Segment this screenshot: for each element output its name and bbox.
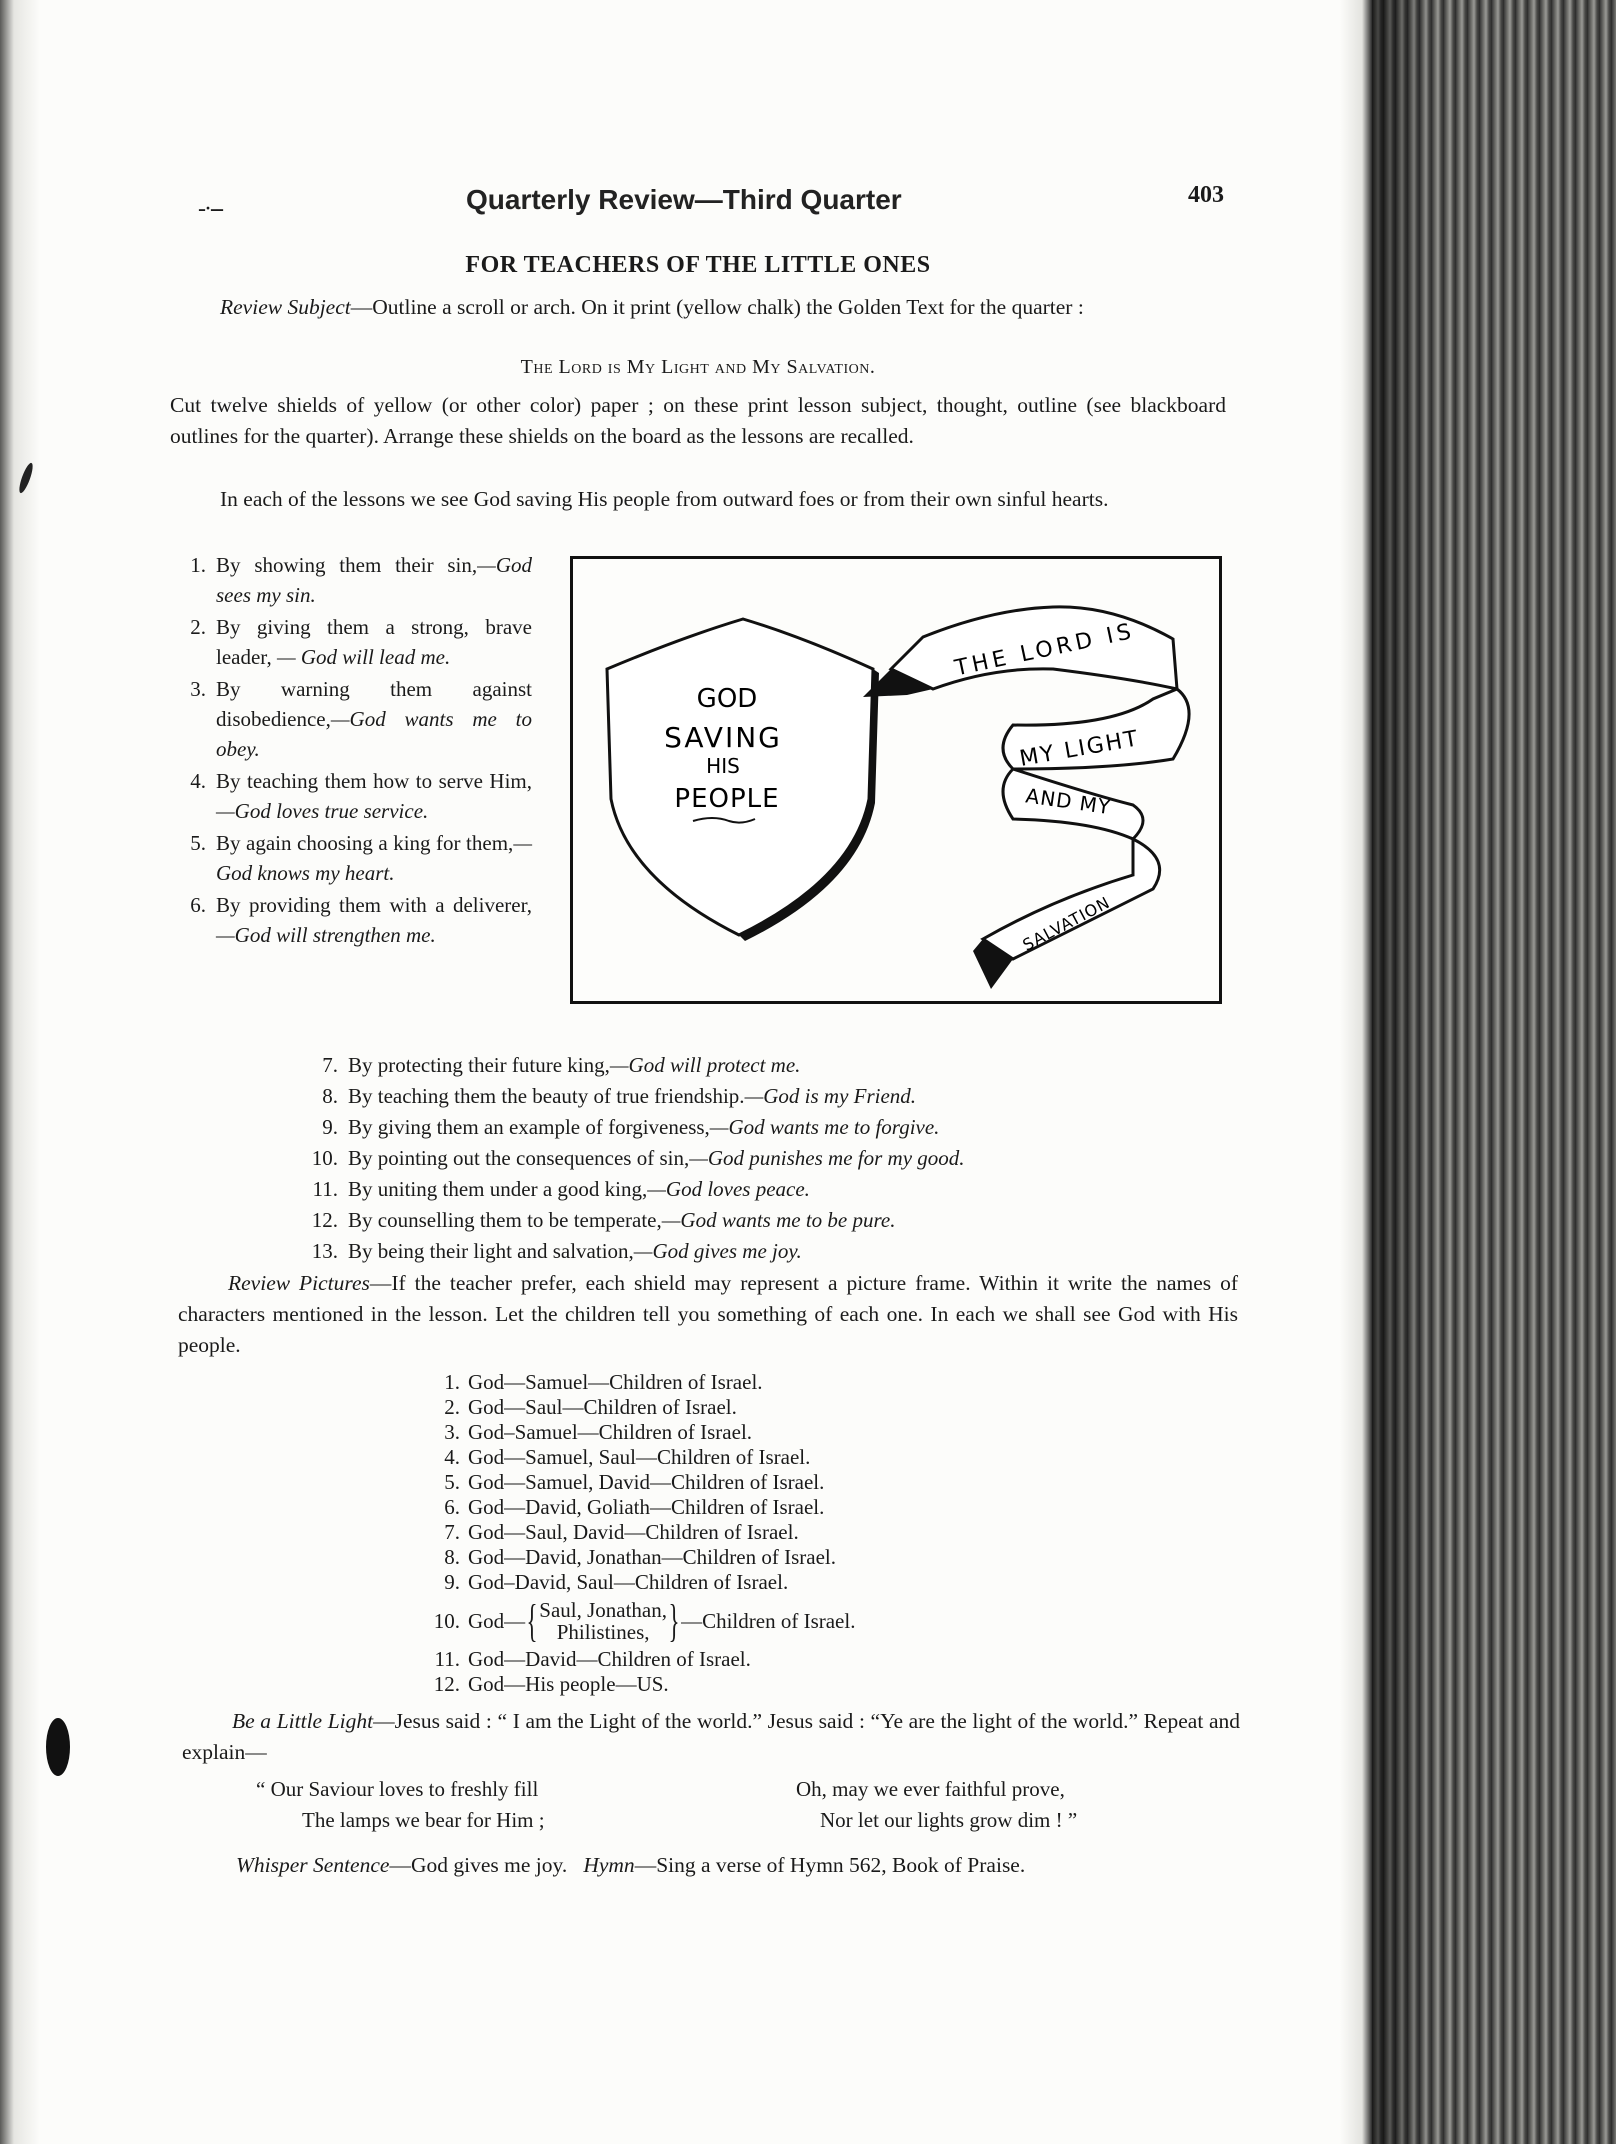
list-item: 10. By pointing out the consequences of sin, —God punishes me for my good. [311, 1146, 965, 1170]
shield-line-people: PEOPLE [674, 784, 780, 814]
diagram-drawing [573, 559, 1219, 1001]
running-title: Quarterly Review—Third Quarter [466, 184, 902, 215]
review-subject-paragraph [170, 292, 1226, 323]
gutter-shadow [1372, 0, 1432, 2144]
list-item: 5. By again choosing a king for them,—God knows my heart. [190, 831, 532, 885]
little-light-label: Be a Little Light [232, 1709, 374, 1733]
list-item: 5. God—Samuel, David—Children of Israel. [444, 1470, 825, 1494]
list-item: 6. God—David, Goliath—Children of Israel. [444, 1495, 825, 1519]
poem-line: Oh, may we ever faithful prove, [796, 1777, 1065, 1801]
whisper-label: Whisper Sentence [236, 1853, 390, 1877]
scroll-band-4 [983, 839, 1160, 959]
list-item: 2. By giving them a strong, brave leader, — God will lead me. [190, 615, 532, 669]
review-subject-text: —Outline a scroll or arch. On it print (yellow chalk) the Golden Text for the quarter : [350, 295, 1084, 319]
list-item: 4. By teaching them how to serve Him,—God loves true service. [190, 769, 532, 823]
poem-right [796, 1774, 1077, 1836]
list-item: 9. God–David, Saul—Children of Israel. [444, 1570, 789, 1594]
page-number: 403 [1188, 182, 1224, 208]
list-item: 11. God—David—Children of Israel. [434, 1647, 751, 1671]
review-pictures-label: Review Pictures [228, 1271, 370, 1295]
poem-line: Nor let our lights grow dim ! ” [820, 1808, 1078, 1832]
poem-line: The lamps we bear for Him ; [302, 1808, 545, 1832]
scroll-text-the-lord-is: THE LORD IS [952, 618, 1138, 682]
lesson-list-left [176, 550, 532, 952]
list-item: 7. By protecting their future king, —God will protect me. [322, 1053, 801, 1077]
review-subject-label: Review Subject [220, 295, 351, 319]
list-item: 8. God—David, Jonathan—Children of Israel. [444, 1545, 837, 1569]
left-brace: { [526, 1595, 538, 1646]
list-item: 8. By teaching them the beauty of true friendship. —God is my Friend. [322, 1084, 917, 1108]
scroll-text-my-light: MY LIGHT [1017, 726, 1142, 772]
binding-hole [46, 1718, 70, 1776]
list-item: 9. By giving them an example of forgiveness, —God wants me to forgive. [322, 1115, 940, 1139]
lesson-list-full [290, 1050, 1190, 1267]
little-light-paragraph [182, 1706, 1240, 1768]
shield-line-god: GOD [696, 684, 758, 714]
list-item: 2. God—Saul—Children of Israel. [444, 1395, 737, 1419]
list-item: 12. God—His people—US. [433, 1672, 669, 1696]
list-item: 1. By showing them their sin,—God sees my sin. [190, 553, 532, 607]
poem-line: “ Our Saviour loves to freshly fill [256, 1777, 539, 1801]
list-item: 7. God—Saul, David—Children of Israel. [444, 1520, 799, 1544]
list-item: 6. By providing them with a deliverer,—God will strengthen me. [190, 893, 532, 947]
each-lesson-paragraph: In each of the lessons we see God saving His people from outward foes or from their own sinful hearts. [220, 487, 1109, 511]
golden-text: The Lord is My Light and My Salvation. [520, 356, 876, 378]
shield-shape [607, 619, 873, 935]
review-pictures-paragraph [178, 1268, 1238, 1361]
hymn-label: Hymn [583, 1853, 635, 1877]
shield-line-saving: SAVING [664, 721, 782, 754]
hymn-text: —Sing a verse of Hymn 562, Book of Praise. [634, 1853, 1026, 1877]
little-light-text: —Jesus said : “ I am the Light of the world.” Jesus said : “Ye are the light of the world.” Repeat and explain— [182, 1709, 1240, 1764]
list-item: 3. By warning them against disobedience,—God wants me to obey. [190, 677, 532, 761]
list-item: 4. God—Samuel, Saul—Children of Israel. [444, 1445, 811, 1469]
corner-mark: -·-- [198, 196, 222, 222]
list-item: 3. God–Samuel—Children of Israel. [444, 1420, 753, 1444]
scroll-text-and-my: AND MY [1024, 783, 1113, 820]
list-item-braced: 10. God— { Saul, Jonathan, Philistines, } —Children of Israel. [433, 1595, 856, 1646]
list-item: 1. God—Samuel—Children of Israel. [444, 1370, 763, 1394]
whisper-text: —God gives me joy. [389, 1853, 568, 1877]
shield-line-his: HIS [706, 754, 740, 778]
section-title: FOR TEACHERS OF THE LITTLE ONES [465, 252, 931, 278]
closing-paragraph [236, 1850, 1246, 1881]
poem-left [256, 1774, 545, 1836]
scroll-text-salvation: SALVATION [1019, 892, 1114, 955]
pictures-list [420, 1370, 1120, 1697]
list-item: 11. By uniting them under a good king, —God loves peace. [312, 1177, 810, 1201]
right-brace: } [668, 1595, 680, 1646]
review-pictures-text: —If the teacher prefer, each shield may represent a picture frame. Within it write the names of characters mentioned in the lesson. Let the children tell you something of each one. In each we shall see God with His people. [178, 1271, 1238, 1357]
list-item: 12. By counselling them to be temperate, —God wants me to be pure. [311, 1208, 896, 1232]
shields-paragraph: Cut twelve shields of yellow (or other color) paper ; on these print lesson subject, thought, outline (see blackboard outlines for the quarter). Arrange these shields on the board as the lessons are recalled. [170, 393, 1226, 448]
list-item: 13. By being their light and salvation, —God gives me joy. [311, 1239, 802, 1263]
brace-names: Saul, Jonathan, Philistines, [539, 1598, 667, 1644]
blackboard-diagram [570, 556, 1222, 1004]
